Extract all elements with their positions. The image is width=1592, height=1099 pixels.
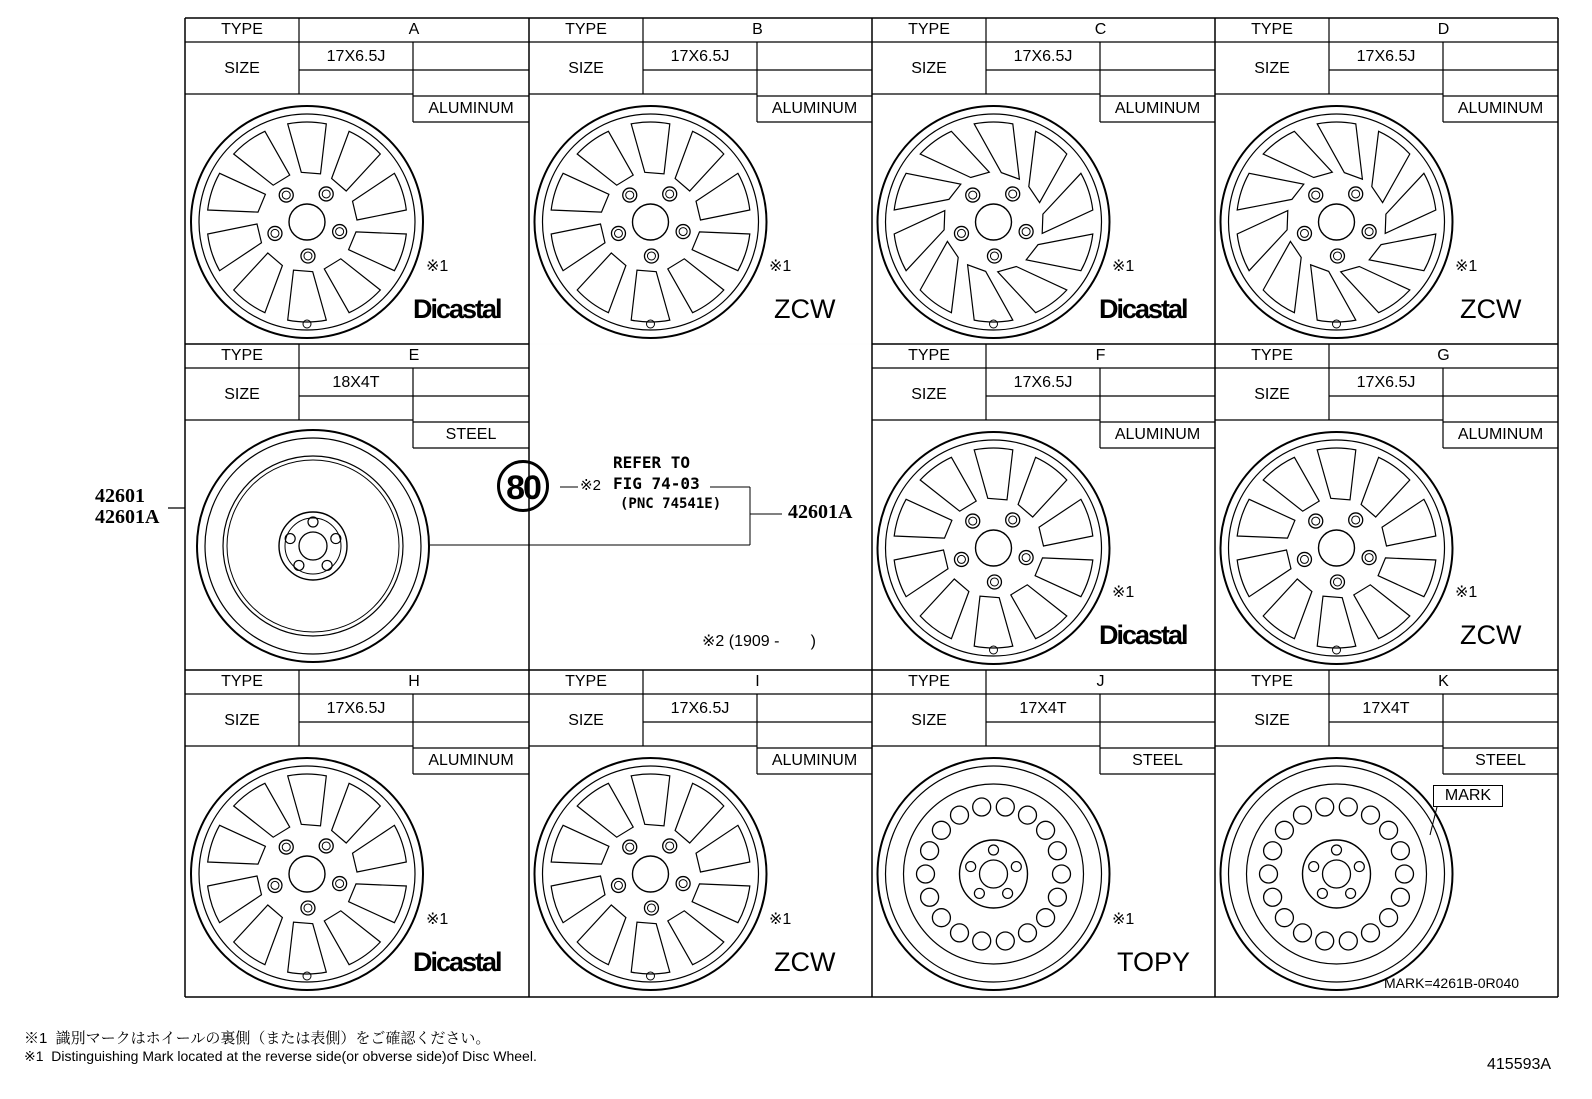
rim-inner: [1229, 114, 1445, 330]
size-label: SIZE: [1254, 386, 1290, 403]
footnote-english: ※1 Distinguishing Mark located at the reverse side(or obverse side)of Disc Wheel.: [24, 1048, 537, 1064]
size-value: 17X6.5J: [326, 48, 386, 65]
size-value: 17X4T: [1019, 700, 1067, 717]
mark-label: MARK: [1433, 785, 1503, 807]
fig-80-badge[interactable]: [497, 460, 549, 512]
type-label: TYPE: [221, 673, 263, 690]
wheel-drawing-e: [185, 344, 529, 670]
wheel-cell-c: [872, 18, 1215, 344]
wheel-cell-k: [1215, 670, 1558, 997]
type-label: TYPE: [221, 347, 263, 364]
rim-outer: [191, 758, 423, 990]
note-1-mark: ※1: [769, 258, 792, 275]
hub: [960, 840, 1028, 908]
wheel-cell-h: [185, 670, 529, 997]
size-label: SIZE: [224, 60, 260, 77]
hub: [289, 204, 325, 240]
wheel-drawing-b: [529, 18, 872, 344]
type-value: F: [1095, 347, 1106, 364]
type-label: TYPE: [565, 21, 607, 38]
type-value: B: [752, 21, 763, 38]
rim-inner: [543, 114, 759, 330]
type-value: H: [408, 673, 420, 690]
part-number-42601a-left[interactable]: 42601A: [95, 506, 160, 528]
maker-label: ZCW: [1460, 294, 1522, 324]
rim-inner: [543, 766, 759, 982]
rim-inner: [199, 766, 415, 982]
note-1-mark: ※1: [1112, 258, 1135, 275]
figure-id: 415593A: [1487, 1056, 1552, 1073]
wheel-drawing-i: [529, 670, 872, 997]
rim-inner: [1229, 766, 1445, 982]
note-1-mark: ※1: [1455, 584, 1478, 601]
note-1-mark: ※1: [1112, 584, 1135, 601]
type-value: K: [1438, 673, 1449, 690]
rim-outer: [1221, 106, 1453, 338]
type-value: J: [1096, 673, 1105, 690]
material-label: ALUMINUM: [771, 752, 858, 769]
rim-outer: [878, 432, 1110, 664]
material-label: ALUMINUM: [1457, 426, 1544, 443]
hub: [976, 530, 1012, 566]
note-1-mark: ※1: [1455, 258, 1478, 275]
size-label: SIZE: [1254, 712, 1290, 729]
size-label: SIZE: [224, 712, 260, 729]
note-1-mark: ※1: [426, 258, 449, 275]
material-label: ALUMINUM: [1114, 426, 1201, 443]
note-1-mark: ※1: [769, 911, 792, 928]
hub: [1319, 530, 1355, 566]
size-label: SIZE: [911, 60, 947, 77]
note-1-mark: ※1: [426, 911, 449, 928]
maker-label: ZCW: [774, 947, 836, 977]
rim-outer: [878, 106, 1110, 338]
refer-to-text: REFER TO: [613, 453, 691, 472]
type-label: TYPE: [565, 673, 607, 690]
size-value: 18X4T: [332, 374, 380, 391]
size-value: 17X6.5J: [670, 700, 730, 717]
type-label: TYPE: [908, 21, 950, 38]
size-label: SIZE: [1254, 60, 1290, 77]
material-label: ALUMINUM: [1114, 100, 1201, 117]
material-label: ALUMINUM: [428, 100, 514, 117]
footnote-japanese: ※1 識別マークはホイールの裏側（または表側）をご確認ください。: [24, 1030, 491, 1047]
pnc-ref-text: (PNC 74541E): [620, 496, 722, 512]
material-label: STEEL: [445, 426, 497, 443]
material-label: ALUMINUM: [1457, 100, 1544, 117]
size-value: 17X6.5J: [670, 48, 730, 65]
fig-ref-text[interactable]: FIG 74-03: [613, 474, 700, 493]
rim-outer: [535, 758, 767, 990]
hub: [633, 204, 669, 240]
size-value: 17X4T: [1362, 700, 1410, 717]
wheel-cell-d: [1215, 18, 1558, 344]
wheel-drawing-k: [1215, 670, 1558, 997]
wheel-drawing-g: [1215, 344, 1558, 670]
rim-inner: [1229, 440, 1445, 656]
hub: [289, 856, 325, 892]
size-label: SIZE: [911, 386, 947, 403]
size-value: 17X6.5J: [1013, 374, 1073, 391]
note-1-mark: ※1: [1112, 911, 1135, 928]
hub: [976, 204, 1012, 240]
material-label: STEEL: [1475, 752, 1526, 769]
rim-outer: [535, 106, 767, 338]
date-note: ※2 (1909 - ): [702, 633, 816, 650]
hub: [1319, 204, 1355, 240]
part-number-42601a-right[interactable]: 42601A: [788, 501, 853, 523]
type-value: G: [1437, 347, 1450, 364]
hub: [1303, 840, 1371, 908]
wheel-cell-a: [185, 18, 529, 344]
wheel-drawing-f: [872, 344, 1215, 670]
wheel-drawing-h: [185, 670, 529, 997]
rim-outer: [197, 430, 429, 662]
size-value: 17X6.5J: [1356, 48, 1416, 65]
hub: [279, 512, 347, 580]
maker-label: Dicastal: [413, 294, 501, 324]
wheel-drawing-j: [872, 670, 1215, 997]
rim-outer: [191, 106, 423, 338]
type-label: TYPE: [1251, 21, 1293, 38]
type-value: D: [1437, 21, 1450, 38]
wheel-cell-b: [529, 18, 872, 344]
size-label: SIZE: [568, 712, 604, 729]
maker-label: TOPY: [1117, 947, 1191, 977]
maker-label: ZCW: [774, 294, 836, 324]
maker-label: Dicastal: [1099, 294, 1187, 324]
type-label: TYPE: [1251, 347, 1293, 364]
part-number-42601[interactable]: 42601: [95, 485, 145, 507]
wheel-cell-e: [185, 344, 529, 670]
size-label: SIZE: [911, 712, 947, 729]
type-value: C: [1094, 21, 1107, 38]
maker-label: Dicastal: [413, 947, 501, 977]
rim-inner: [199, 114, 415, 330]
wheel-drawing-c: [872, 18, 1215, 344]
wheel-drawing-a: [185, 18, 529, 344]
type-label: TYPE: [908, 673, 950, 690]
badge-number: 80: [506, 469, 540, 507]
rim-inner: [886, 114, 1102, 330]
note-2-mark: ※2: [580, 477, 601, 494]
maker-label: Dicastal: [1099, 620, 1187, 650]
size-value: 17X6.5J: [1356, 374, 1416, 391]
rim-outer: [1221, 758, 1453, 990]
material-label: ALUMINUM: [771, 100, 858, 117]
type-label: TYPE: [1251, 673, 1293, 690]
type-value: E: [408, 347, 420, 364]
wheel-cell-g: [1215, 344, 1558, 670]
size-label: SIZE: [568, 60, 604, 77]
rim-outer: [1221, 432, 1453, 664]
type-label: TYPE: [908, 347, 950, 364]
size-label: SIZE: [224, 386, 260, 403]
wheel-cell-i: [529, 670, 872, 997]
maker-label: ZCW: [1460, 620, 1522, 650]
wheel-drawing-d: [1215, 18, 1558, 344]
wheel-cell-f: [872, 344, 1215, 670]
rim-inner: [205, 438, 421, 654]
material-label: STEEL: [1132, 752, 1183, 769]
type-label: TYPE: [221, 21, 263, 38]
size-value: 17X6.5J: [326, 700, 386, 717]
type-value: A: [408, 21, 420, 38]
wheel-cell-j: [872, 670, 1215, 997]
rim-inner: [886, 766, 1102, 982]
material-label: ALUMINUM: [428, 752, 514, 769]
mark-code: MARK=4261B-0R040: [1384, 975, 1520, 991]
rim-inner: [886, 440, 1102, 656]
type-value: I: [755, 673, 760, 690]
size-value: 17X6.5J: [1013, 48, 1073, 65]
rim-outer: [878, 758, 1110, 990]
hub: [633, 856, 669, 892]
